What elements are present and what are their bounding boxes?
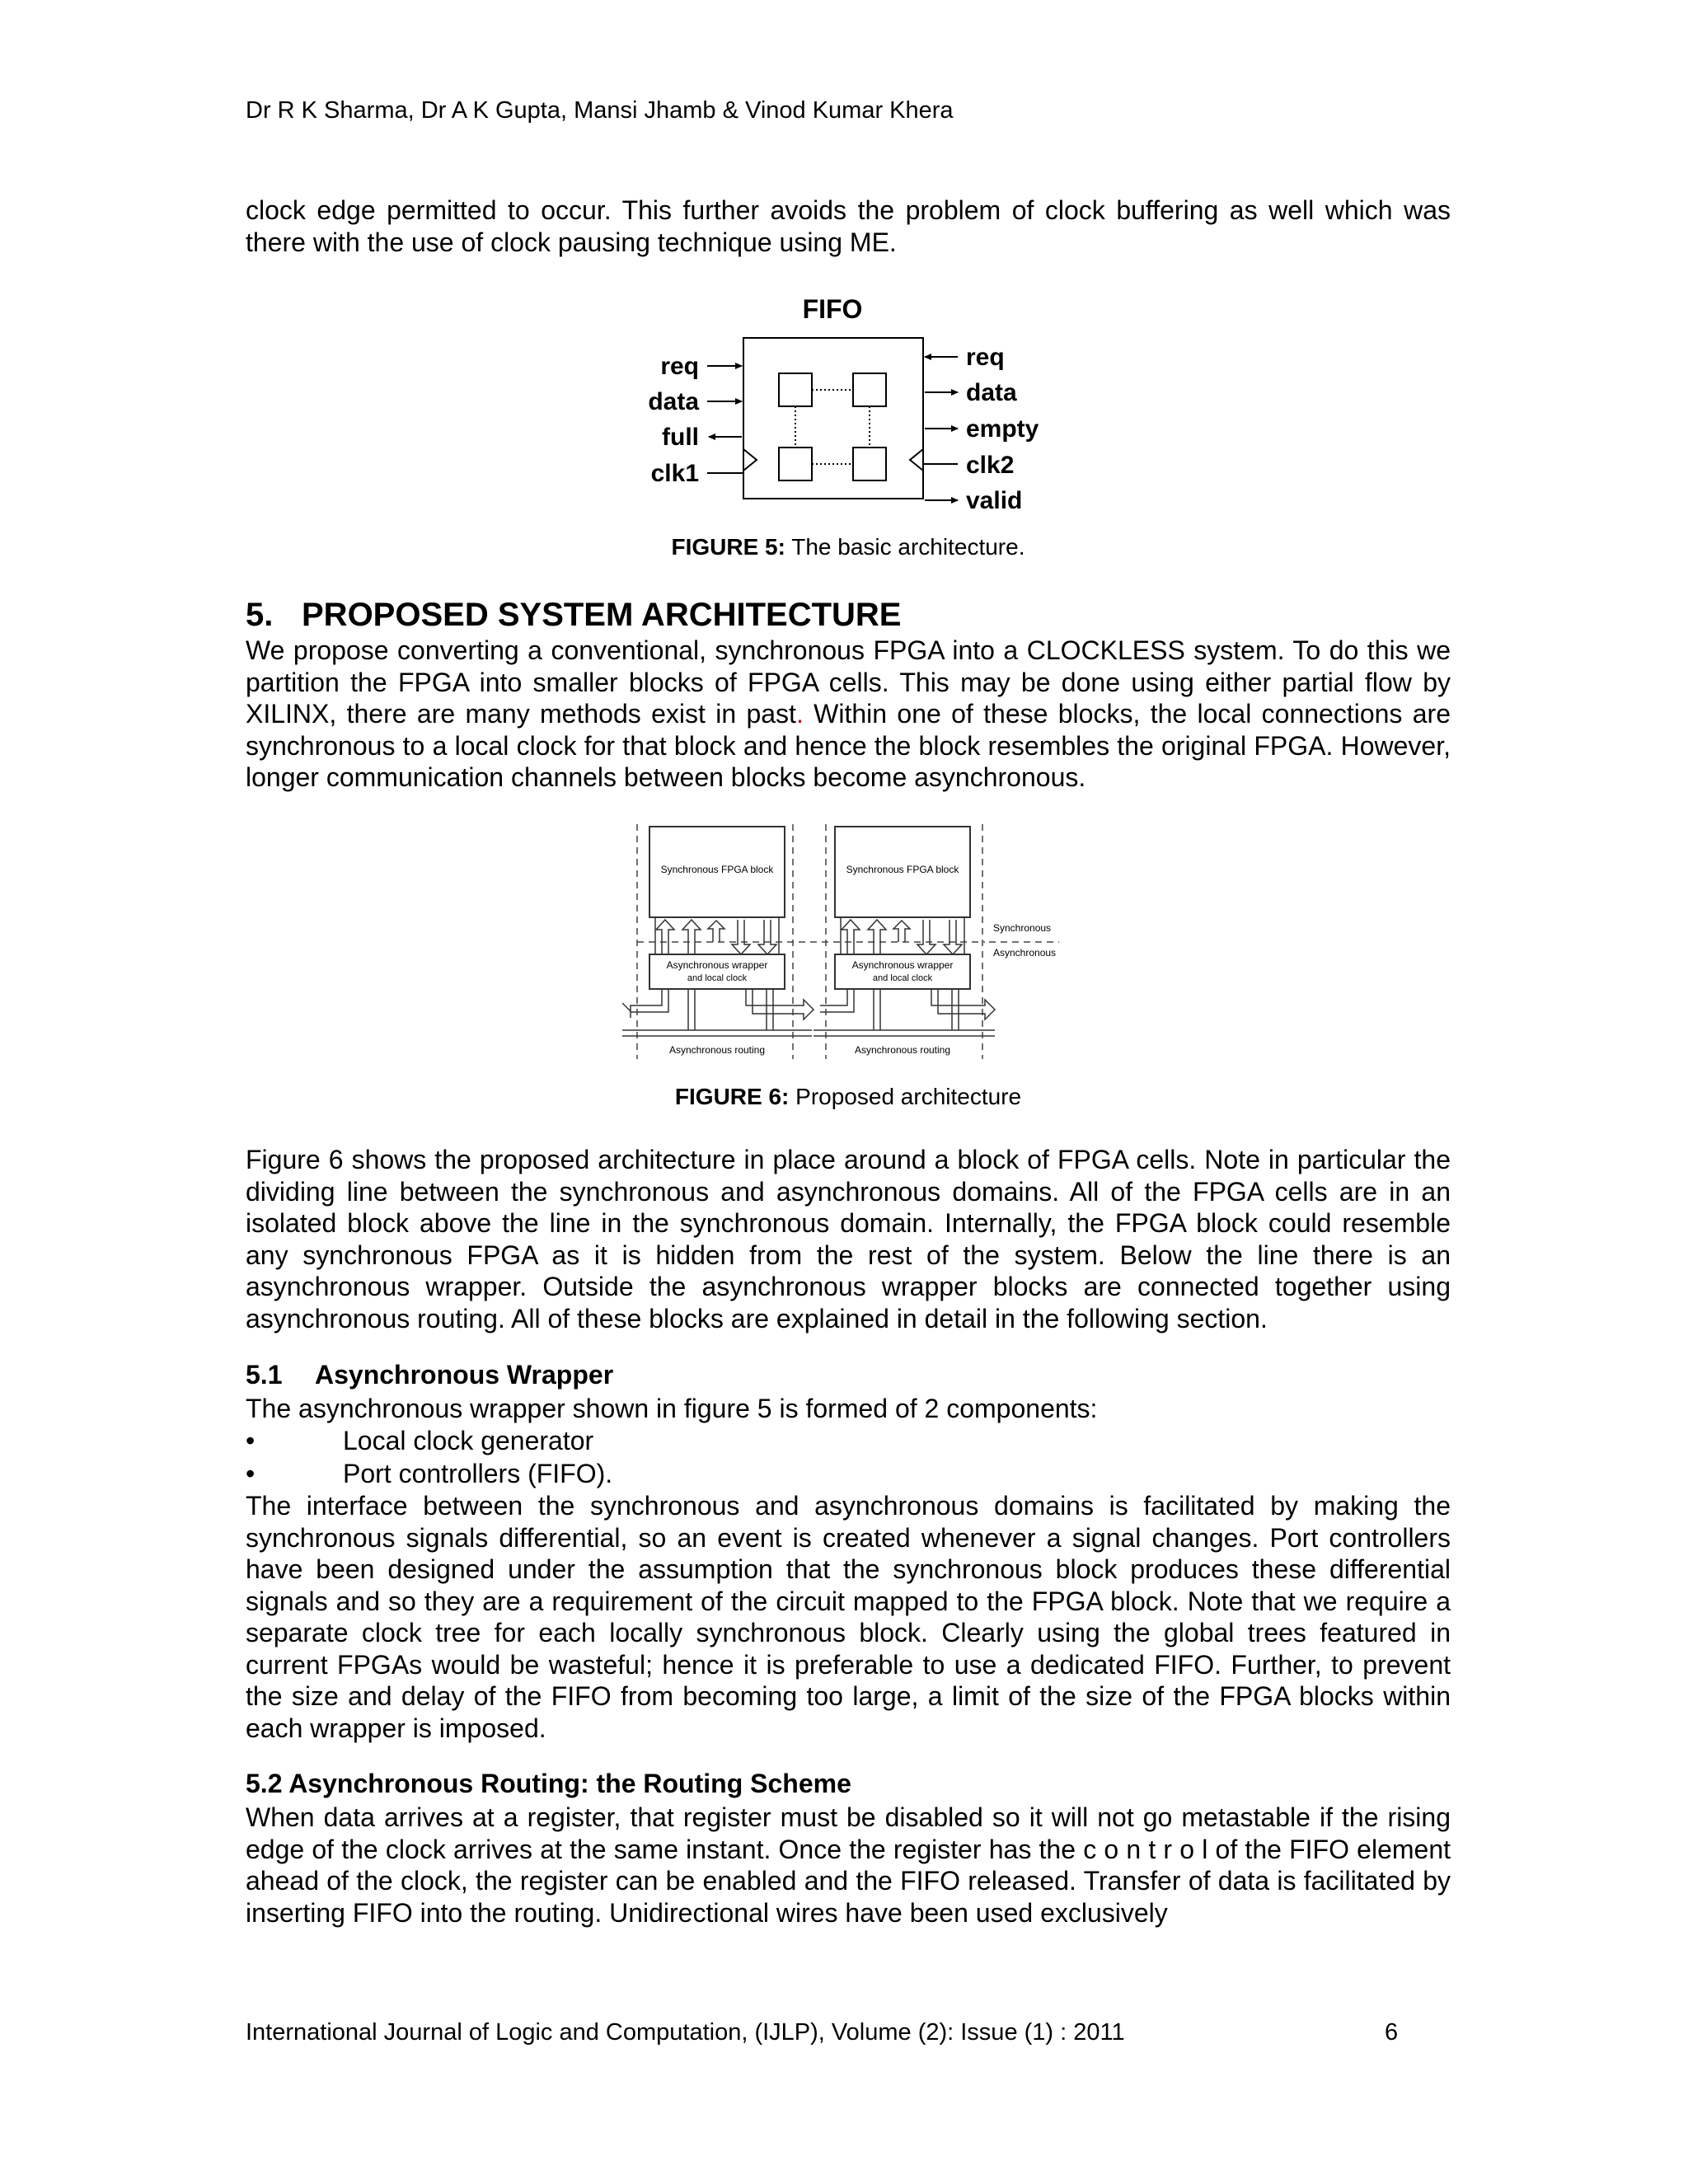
asynchronous-domain-label: Asynchronous <box>993 947 1057 958</box>
async-wrapper-label-left-2: and local clock <box>687 973 748 983</box>
figure-6-caption: FIGURE 6: Proposed architecture <box>674 1084 1022 1109</box>
fifo-cell <box>779 373 812 406</box>
figure-5-fifo-diagram <box>626 288 1071 527</box>
journal-footer: International Journal of Logic and Computation, (IJLP), Volume (2): Issue (1) : 2011 <box>246 2019 1125 2046</box>
running-header: Dr R K Sharma, Dr A K Gupta, Mansi Jhamb & Vinod Kumar Khera <box>246 97 954 124</box>
left-label-full: full <box>662 424 699 451</box>
intro-paragraph: clock edge permitted to occur. This further avoids the problem of clock buffering as well which was there with the use of clock pausing technique using ME. <box>246 195 1451 257</box>
page: Dr R K Sharma, Dr A K Gupta, Mansi Jhamb & Vinod Kumar Khera clock edge permitted to occur. This further avoids the problem of clock buffering as well which was there with the use of clock pausing technique using ME. FIFO req data full clk1 req data empty clk2 valid FIGURE 5: The basic architecture. 5. PROPOSED SYSTEM ARCHITECTURE We propose converting a conventional, synchronous FPGA into a CLOCKLESS system. To do this we partition the FPGA into smaller blocks of FPGA cells. This may be done using either partial flow by XILINX, there are many methods exist in past. Within one of these blocks, the local connections are synchronous to a local clock for that block and hence the block resembles the original FPGA. However, longer communication channels between blocks become asynchronous. Synchronous FPGA block Asynchronous wrapper and local clock Asynchronous routing Synchronous FPGA block Asynchronous wrapper and local clock Asynchronous routing Synchronous Asynchronous FIGURE 6: Proposed architecture Figure 6 shows the proposed architecture in place around a block of FPGA cells. Note in particular the dividing line between the synchronous and asynchronous domains. All of the FPGA cells are in an isolated block above the line in the synchronous domain. Internally, the FPGA block could resemble any synchronous FPGA as it is hidden from the rest of the system. Below the line there is an asynchronous wrapper. Outside the asynchronous wrapper blocks are connected together using asynchronous routing. All of these blocks are explained in detail in the following section. 5.1 Asynchronous Wrapper The asynchronous wrapper shown in figure 5 is formed of 2 components: • Local clock generator • Port controllers (FIFO). The interface between the synchronous and asynchronous domains is facilitated by making the synchronous signals differential, so an event is created whenever a signal changes. Port controllers have been designed under the assumption that the synchronous block produces these differential signals and so they are a requirement of the circuit mapped to the FPGA block. Note that we require a separate clock tree for each locally synchronous block. Clearly using the global trees featured in current FPGAs would be wasteful; hence it is preferable to use a dedicated FIFO. Further, to prevent the size and delay of the FIFO from becoming too large, a limit of the size of the FPGA blocks within each wrapper is imposed. 5.2 Asynchronous Routing: the Routing Scheme When data arrives at a register, that register must be disabled so it will not go metastable if the rising edge of the clock arrives at the same instant. Once the register has the c o n t r o l of the FIFO element ahead of the clock, the register can be enabled and the FIFO released. Transfer of data is facilitated by inserting FIFO into the routing. Unidirectional wires have been used exclusively International Journal of Logic and Computation, (IJLP), Volume (2): Issue (1) : 2011 6 <box>246 97 1451 2046</box>
page-number: 6 <box>1385 2019 1399 2046</box>
fifo-cell <box>853 373 886 406</box>
section-5-heading: 5. PROPOSED SYSTEM ARCHITECTURE <box>246 597 902 633</box>
section-5-2-paragraph: When data arrives at a register, that register must be disabled so it will not go metastable if the rising edge of the clock arrives at the same instant. Once the register has the c o n t r o l of the FIFO element ahead of the clock, the register can be enabled and the FIFO released. Transfer of data is facilitated by inserting FIFO into the routing. Unidirectional wires have been used exclusively <box>246 1802 1451 1928</box>
figure-6-discussion-paragraph: Figure 6 shows the proposed architecture in place around a block of FPGA cells. Note in particular the dividing line between the synchronous and asynchronous domains. All of the FPGA cells are in an isolated block above the line in the synchronous domain. Internally, the FPGA block could resemble any synchronous FPGA as it is hidden from the rest of the system. Below the line there is an asynchronous wrapper. Outside the asynchronous wrapper blocks are connected together using asynchronous routing. All of these blocks are explained in detail in the following section. <box>246 1145 1451 1333</box>
right-label-valid: valid <box>966 487 1023 514</box>
fifo-cell <box>853 448 886 480</box>
left-label-data: data <box>648 388 699 415</box>
section-5-paragraph: We propose converting a conventional, synchronous FPGA into a CLOCKLESS system. To do this we partition the FPGA into smaller blocks of FPGA cells. This may be done using either partial flow by XILINX, there are many methods exist in past. Within one of these blocks, the local connections are synchronous to a local clock for that block and hence the block resembles the original FPGA. However, longer communication channels between blocks become asynchronous. <box>246 635 1451 792</box>
fifo-title: FIFO <box>802 294 863 324</box>
sync-fpga-block-label-left: Synchronous FPGA block <box>660 864 774 875</box>
right-label-data: data <box>966 379 1017 406</box>
left-label-req: req <box>660 353 699 380</box>
async-wrapper-label-left-1: Asynchronous wrapper <box>666 959 768 971</box>
async-wrapper-label-right-2: and local clock <box>872 973 933 983</box>
section-5-2-heading: 5.2 Asynchronous Routing: the Routing Scheme <box>246 1769 851 1798</box>
async-routing-label-left: Asynchronous routing <box>668 1044 766 1056</box>
section-5-1-heading: 5.1 Asynchronous Wrapper <box>246 1360 614 1390</box>
synchronous-domain-label: Synchronous <box>993 922 1052 934</box>
fifo-box <box>743 338 923 499</box>
sync-fpga-block-label-right: Synchronous FPGA block <box>846 864 959 875</box>
right-label-clk2: clk2 <box>966 452 1015 479</box>
fifo-cell <box>779 448 812 480</box>
left-label-clk1: clk1 <box>650 460 699 487</box>
figure-6-architecture-diagram <box>622 820 1067 1063</box>
right-label-req: req <box>966 344 1005 371</box>
async-routing-label-right: Asynchronous routing <box>854 1044 951 1056</box>
section-5-1-paragraph: The interface between the synchronous and asynchronous domains is facilitated by making the synchronous signals differential, so an event is created whenever a signal changes. Port controllers have been designed under the assumption that the synchronous block produces these differential signals and so they are a requirement of the circuit mapped to the FPGA block. Note that we require a separate clock tree for each locally synchronous block. Clearly using the global trees featured in current FPGAs would be wasteful; hence it is preferable to use a dedicated FIFO. Further, to prevent the size and delay of the FIFO from becoming too large, a limit of the size of the FPGA blocks within each wrapper is imposed. <box>246 1491 1451 1743</box>
async-wrapper-label-right-1: Asynchronous wrapper <box>851 959 954 971</box>
right-label-empty: empty <box>966 415 1039 443</box>
section-5-1-intro: The asynchronous wrapper shown in figure 5 is formed of 2 components: <box>246 1394 1098 1423</box>
figure-5-caption: FIGURE 5: The basic architecture. <box>671 534 1025 560</box>
